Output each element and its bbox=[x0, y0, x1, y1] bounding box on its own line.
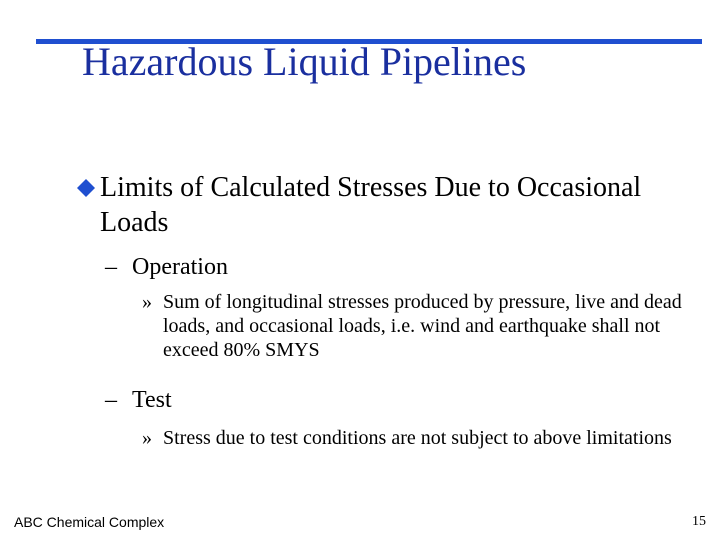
detail-marker: » bbox=[142, 427, 152, 449]
dash-marker: – bbox=[105, 387, 117, 413]
detail-text: Sum of longitudinal stresses produced by pressure, live and dead loads, and occasional loads, i.e. wind and earthquake shall not exceed 80% SMYS bbox=[163, 291, 682, 361]
slide-title: Hazardous Liquid Pipelines bbox=[82, 39, 527, 84]
sub-item-label: Operation bbox=[132, 254, 228, 280]
detail-marker: » bbox=[142, 291, 152, 313]
diamond-bullet-icon bbox=[76, 178, 96, 198]
detail-test bbox=[142, 426, 683, 450]
footer-company: ABC Chemical Complex bbox=[14, 514, 165, 530]
bullet-limits: Limits of Calculated Stresses Due to Occasional Loads bbox=[100, 172, 642, 238]
detail-text: Stress due to test conditions are not subject to above limitations bbox=[163, 427, 672, 449]
sub-item-operation bbox=[105, 253, 228, 281]
dash-marker: – bbox=[105, 254, 117, 280]
sub-item-label: Test bbox=[132, 387, 172, 413]
detail-operation bbox=[142, 290, 683, 362]
page-number: 15 bbox=[692, 514, 706, 529]
sub-item-test bbox=[105, 386, 172, 414]
